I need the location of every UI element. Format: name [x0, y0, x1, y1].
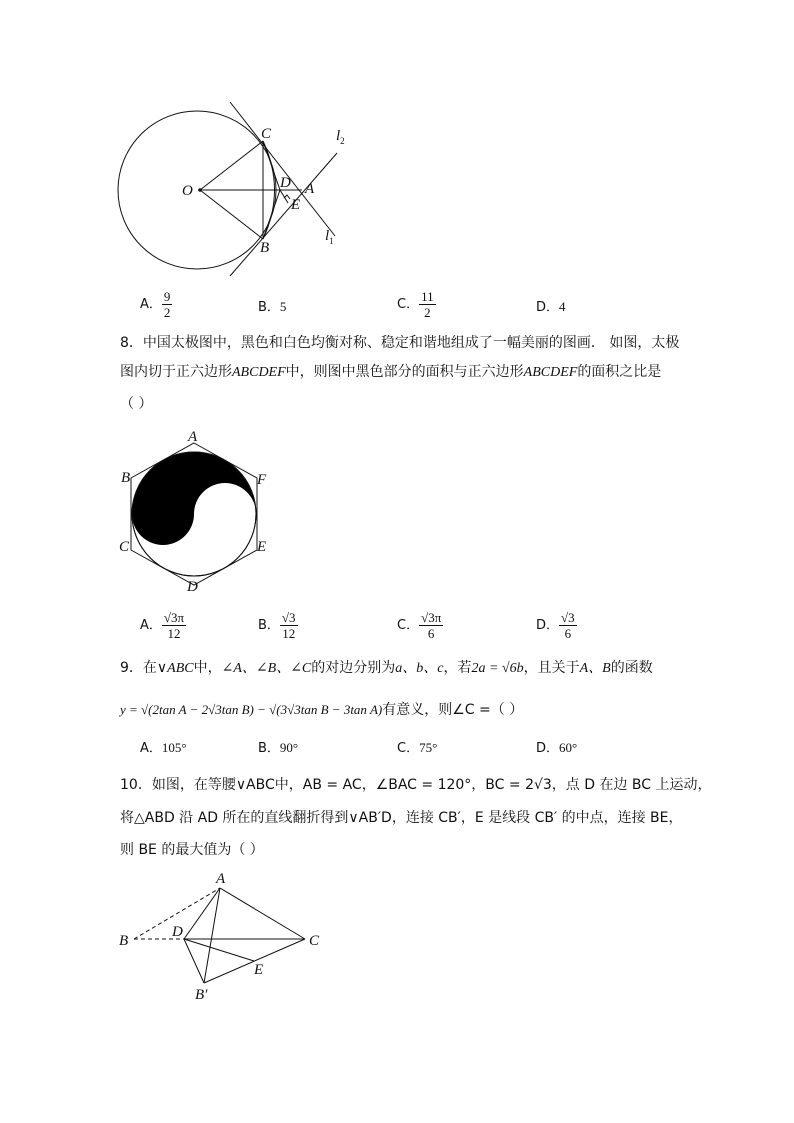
fold-label-a: A: [216, 871, 226, 887]
hex-label-e: E: [257, 539, 267, 555]
label-d: D: [280, 175, 291, 191]
label-e: E: [291, 197, 301, 213]
label-l2: $l_2$: [336, 128, 345, 146]
q7-option-b[interactable]: B．5: [258, 299, 287, 315]
q8-line-2: 图内切于正六边形ABCDEF中，则图中黑色部分的面积与正六边形ABCDEF的面积之比是: [120, 364, 662, 380]
label-b: B: [260, 240, 270, 256]
taiji-hexagon-figure: [114, 425, 274, 595]
hex-label-b: B: [121, 470, 131, 486]
segment-ae: [280, 190, 288, 203]
fold-triangle-figure: [112, 868, 332, 1008]
segment-oc: [200, 141, 263, 190]
q7-option-d[interactable]: D．4: [536, 299, 566, 315]
label-o: O: [182, 183, 193, 199]
q9-option-b[interactable]: B．90°: [258, 740, 299, 756]
label-l1: $l_1$: [325, 228, 334, 246]
circle-tangent-figure: [110, 95, 370, 285]
label-c: C: [261, 126, 272, 142]
segment-ab-prime: [204, 888, 220, 983]
hex-label-f: F: [257, 472, 267, 488]
fold-label-b: B: [119, 933, 129, 949]
q8-bracket: （ ）: [120, 396, 153, 412]
hex-label-c: C: [119, 539, 130, 555]
taiji-black-dot: [151, 502, 175, 526]
hex-label-d: D: [187, 579, 198, 595]
segment-db-prime: [184, 939, 204, 983]
fold-label-b-prime: B′: [195, 987, 208, 1003]
q9-option-a[interactable]: A．105°: [140, 740, 187, 756]
fold-label-e: E: [254, 962, 264, 978]
label-a: A: [305, 181, 315, 197]
q10-line-3: 则 BE 的最大值为（ ）: [120, 842, 264, 858]
segment-ac: [220, 888, 305, 939]
taiji-white-dot: [213, 502, 237, 526]
q8-option-a[interactable]: A． $\frac{√3\pi}{12}$: [140, 610, 185, 641]
fold-label-c: C: [309, 933, 320, 949]
q8-line-1: 8．中国太极图中，黑色和白色均衡对称、稳定和谐地组成了一幅美丽的图画． 如图，太极: [120, 335, 680, 351]
segment-ob: [200, 190, 263, 239]
q10-line-2: 将△ABD 沿 AD 所在的直线翻折得到∨AB′D，连接 CB′，E 是线段 CB′ 的中点，连接 BE，: [120, 810, 683, 826]
q8-option-b[interactable]: B． $\frac{√3}{12}$: [258, 610, 296, 641]
q10-line-1: 10．如图，在等腰∨ABC中，AB = AC，∠BAC = 120°，BC = 2√3，点 D 在边 BC 上运动，: [120, 777, 712, 793]
segment-de: [184, 939, 254, 961]
q9-option-c[interactable]: C．75°: [397, 740, 438, 756]
segment-ad: [184, 888, 220, 939]
q9-line-1: 9．在∨ABC中，∠A、∠B、∠C的对边分别为a、b、c，若2a = √6b，且关于A、B的函数: [120, 660, 653, 676]
hex-label-a: A: [188, 429, 198, 445]
q9-line-2: y = √(2tan A − 2√3tan B) − √(3√3tan B − 3tan A)有意义，则∠C =（ ）: [120, 702, 524, 718]
q7-option-a[interactable]: A． $\frac{9}{2}$: [140, 289, 171, 320]
q8-option-d[interactable]: D． $\frac{√3}{6}$: [536, 610, 575, 641]
q8-option-c[interactable]: C． $\frac{√3\pi}{6}$: [397, 610, 442, 641]
fold-label-d: D: [172, 924, 183, 940]
line-l2: [230, 153, 337, 276]
q7-option-c[interactable]: C． $\frac{11}{2}$: [397, 289, 434, 320]
q9-option-d[interactable]: D．60°: [536, 740, 578, 756]
